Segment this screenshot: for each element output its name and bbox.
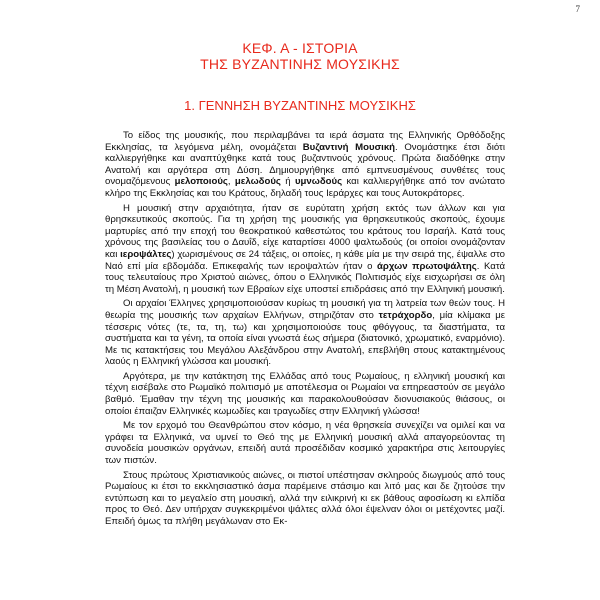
chapter-title-line-1: ΚΕΦ. Α - ΙΣΤΟΡΙΑ — [242, 40, 358, 56]
text-segment: Με τον ερχομό του Θεανθρώπου στον κόσμο, η νέα θρησκεία συνεχίζει να ομιλεί και να γράφει τα Ελληνικά, να υμνεί το Θεό της με Ελληνική μουσική αλλά απαγορεύοντας τη συνοδεία μουσικών οργάνων, επειδή αυτά προσέδιδαν κοσμικό χαρακτήρα στις λειτουργίες των πιστών. — [105, 420, 505, 467]
text-segment: Η μουσική στην αρχαιότητα, ήταν σε ευρύτατη χρήση εκτός των άλλων και για θρησκευτικούς σκοπούς. Για τη χρήση της μουσικής για θρησκευτικούς σκοπούς, έχουμε μαρτυρίες από την εποχή του θεοκρατικού καθεστώτος του κράτους του Ισραήλ. Κατά τους χρόνους της βασιλείας του ο Δαυΐδ, είχε καταρτίσει 4000 ψαλτωδούς (οι οποίοι ονομάζονταν και — [105, 202, 505, 260]
text-segment: Αργότερα, με την κατάκτηση της Ελλάδας από τους Ρωμαίους, η ελληνική μουσική και τέχνη εισέβαλε στο Ρωμαϊκό πολιτισμό με αποτέλεσμα οι Ρωμαίοι να επηρεαστούν σε μεγάλο βαθμό. Έμαθαν την τέχνη της μουσικής και παρακολουθούσαν διονυσιακούς θιάσους, οι οποίοι έπαιζαν Ελληνικές κωμωδίες και τραγωδίες στην Ελληνική γλώσσα! — [105, 370, 505, 417]
paragraph — [105, 298, 505, 368]
text-segment: ) χωρισμένους σε 24 τάξεις, οι οποίες, η κάθε μία με την σειρά της, έψαλλε στο Ναό επί μία εβδομάδα. Επικεφαλής των ιεροψαλτών ήταν ο — [105, 248, 505, 272]
section-title: 1. ΓΕΝΝΗΣΗ ΒΥΖΑΝΤΙΝΗΣ ΜΟΥΣΙΚΗΣ — [184, 98, 416, 113]
text-segment: και καλλιεργήθηκε από τον ανώτατο κλήρο της Εκκλησίας και του Κράτους, δηλαδή τους Ιεράρχες και τους Αυτοκράτορες. — [105, 176, 505, 199]
bold-term: ιεροψάλτες — [120, 248, 172, 260]
paragraph — [105, 203, 505, 296]
text-segment: Το είδος της μουσικής, που περιλαμβάνει τα ιερά άσματα της Ελληνικής Ορθόδοξης Εκκλησίας, τα λεγόμενα μέλη, ονομάζεται — [105, 130, 505, 153]
text-segment: , — [227, 176, 235, 188]
paragraph — [105, 371, 505, 417]
paragraph — [105, 420, 505, 466]
paragraph — [105, 470, 505, 528]
text-segment: . Ονομάστηκε έτσι διότι καλλιεργήθηκε και αναπτύχθηκε κατά τους βυζαντινούς χρόνους. Πρώτα διαδόθηκε στην Ανατολή και αργότερα στη Δύση. Δημιουργήθηκε από εμπνευσμένους συνθέτες τους ονομαζόμενους — [105, 141, 505, 188]
text-segment: Οι αρχαίοι Έλληνες χρησιμοποιούσαν κυρίως τη μουσική για τη λατρεία των θεών τους. Η θεωρία της μουσικής των αρχαίων Ελλήνων, στηριζόταν στο — [105, 298, 505, 321]
page-number: 7 — [575, 4, 580, 14]
bold-term: υμνωδούς — [294, 176, 343, 188]
chapter-title-line-2: ΤΗΣ ΒΥΖΑΝΤΙΝΗΣ ΜΟΥΣΙΚΗΣ — [200, 56, 400, 72]
text-segment: , μία κλίμακα με τέσσερις νότες (τε, τα, τη, τω) και χρησιμοποιούσε τους φθόγγους, τα διαστήματα, τα συστήματα και τα γένη, τα οποία είναι γνωστά έως σήμερα (διατονικό, χρωματικό, εναρμόνιο). Με τις κατακτήσεις του Μεγάλου Αλεξάνδρου στην Ανατολή, επεβλήθη στους κατακτημένους λαούς η Ελληνική γλώσσα και μουσική. — [105, 309, 505, 368]
bold-term: τετράχορδο — [378, 309, 433, 321]
chapter-title — [0, 40, 600, 72]
bold-term: μελοποιούς — [174, 176, 228, 188]
bold-term: άρχων πρωτοψάλτης — [376, 260, 477, 272]
bold-term: μελωδούς — [234, 176, 281, 188]
bold-term: Βυζαντινή Μουσική — [302, 141, 396, 153]
paragraph — [105, 130, 505, 200]
text-segment: ή — [280, 176, 295, 188]
text-segment: Στους πρώτους Χριστιανικούς αιώνες, οι πιστοί υπέστησαν σκληρούς διωγμούς από τους Ρωμαίους κι έτσι το εκκλησιαστικό άσμα παρέμεινε στάσιμο και λιτό μας και δε ζητούσε την εντύπωση και το μεγαλείο στη μουσική, αλλά την ειλικρινή κι εκ βάθους αφοσίωση κι ελπίδα προς το Θεό. Δεν υπήρχαν συγκεκριμένοι ψάλτες αλλά όλοι έψελναν όλοι οι μετέχοντες μαζί. Επειδή όμως τα πλήθη μεγάλωναν στο Εκ- — [105, 469, 505, 527]
text-body — [105, 130, 505, 531]
text-segment: . Κατά τους τελευταίους προ Χριστού αιώνες, όπου ο Ελληνικός Πολιτισμός είχε εισχωρήσει σε όλη τη Μέση Ανατολή, η μουσική των Εβραίων είχε υποστεί επιδράσεις από την Ελληνική μουσική. — [105, 260, 506, 295]
